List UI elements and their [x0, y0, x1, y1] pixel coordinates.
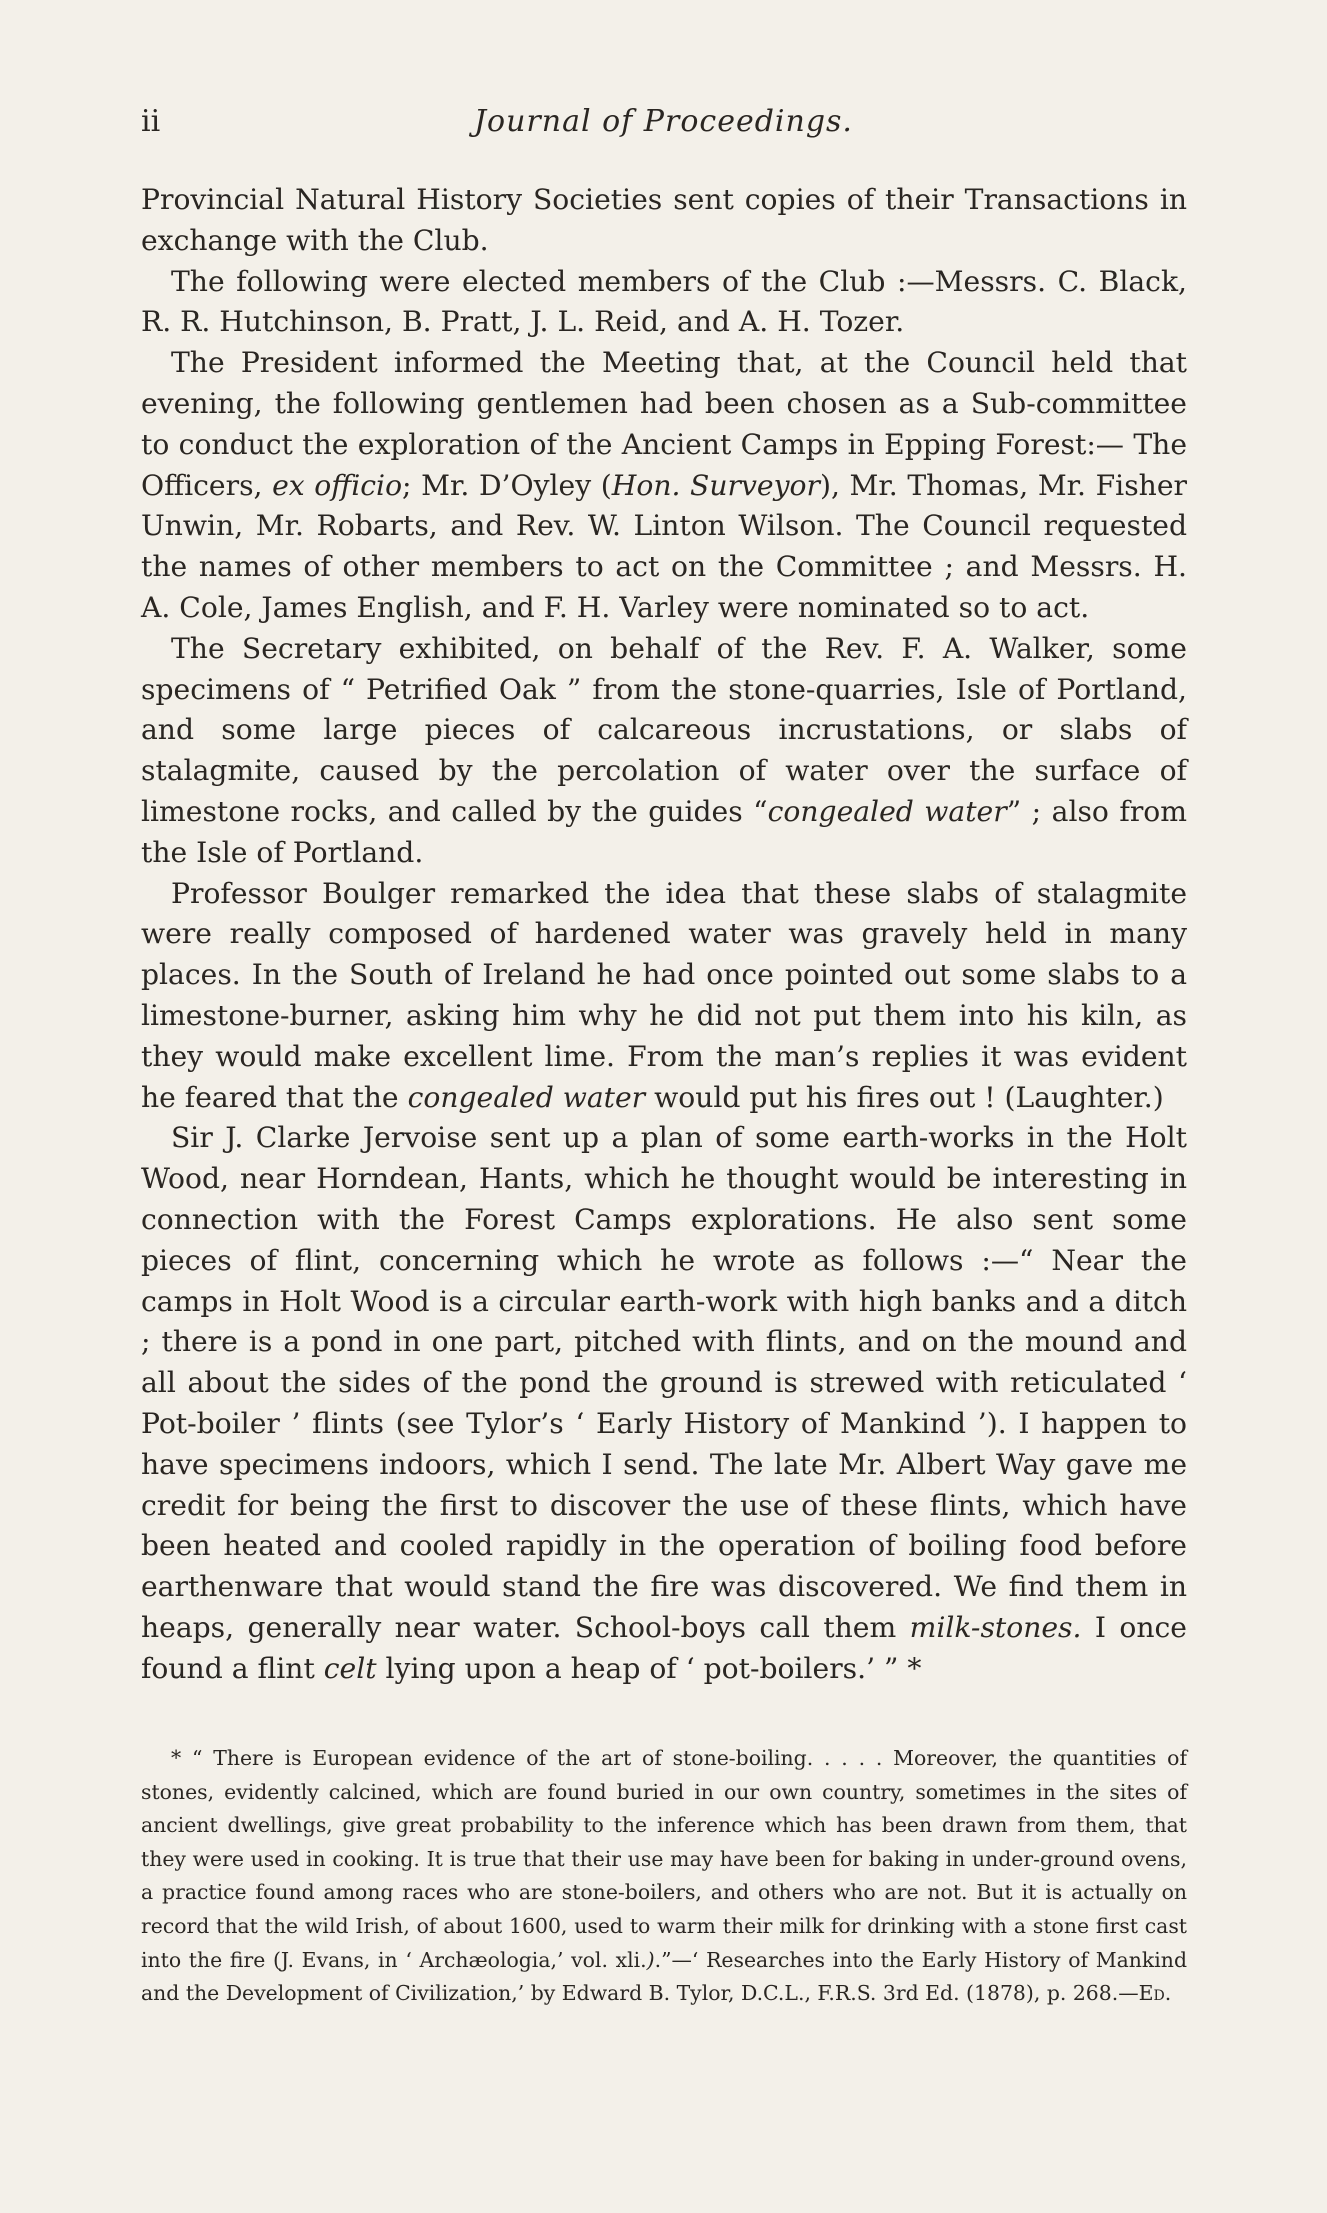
italic-run: ex officio — [272, 468, 403, 502]
paragraph-boulger-remarks — [141, 874, 1187, 1119]
footnote — [141, 1742, 1187, 2011]
page-header — [0, 104, 1327, 150]
text-run: ; Mr. D’Oyley ( — [402, 468, 612, 502]
text-run: lying upon a heap of ‘ pot-boilers.’ ” * — [376, 1651, 922, 1685]
text-run: Professor Boulger remarked the idea that these slabs of stalagmite were really composed of hardened water was gravely held in many places. In the South of Ireland he had once pointed out some slabs to a limestone-burner, asking him why he did not put them into his kiln, as they would make excellent lime. From the man’s replies it was evident he feared that the — [141, 876, 1187, 1114]
italic-run: congealed water — [767, 794, 1007, 828]
italic-run: celt — [323, 1651, 377, 1685]
paragraph-holt-wood — [141, 1118, 1187, 1689]
text-run: I once found a flint — [141, 1610, 1187, 1685]
paragraph-transactions: Provincial Natural History Societies sent copies of their Transactions in exchange with the Club. — [141, 183, 1187, 257]
paragraph-elected-members: The following were elected members of the Club :—Messrs. C. Black, R. R. Hutchinson, B. Pratt, J. L. Reid, and A. H. Tozer. — [141, 264, 1187, 339]
text-run: ” ; also from the Isle of Portland. — [141, 794, 1187, 869]
body-text — [141, 180, 1187, 1689]
italic-run: Hon. Surveyor — [611, 468, 820, 502]
italic-run: congealed water — [407, 1080, 646, 1114]
paragraph-sub-committee — [141, 343, 1187, 629]
italic-run: ) — [646, 1947, 655, 1972]
text-run: The President informed the Meeting that, at the Council held that evening, the following gentlemen had been chosen as a Sub-committee to conduct the exploration of the Ancient Camps in Epping Forest:— The Officers, — [141, 346, 1187, 502]
text-run: would put his fires out ! (Laughter.) — [645, 1080, 1164, 1114]
paragraph-petrified-oak — [141, 629, 1187, 874]
editor-mark: Ed. — [1138, 1981, 1172, 2006]
page-number: ii — [141, 104, 161, 139]
footnote-text — [141, 1742, 1187, 2011]
text-run: * “ There is European evidence of the art of stone-boiling. . . . . Moreover, the quantities of stones, evidently calcined, which are found buried in our own country, sometimes in the sites of ancient dwellings, give great probability to the inference which has been drawn from them, that they were used in cooking. It is true that their use may have been for baking in under-ground ovens, a practice found among races who are stone-boilers, and others who are not. But it is actually on record that the wild Irish, of about 1600, used to warm their milk for drinking with a stone first cast into the fire (J. Evans, in ‘ Archæologia,’ vol. xli. — [141, 1746, 1187, 1972]
running-title: Journal of Proceedings. — [474, 104, 853, 139]
text-run: .”—‘ Researches into the Early History of Mankind and the Development of Civilization,’ by Edward B. Tylor, D.C.L., F.R.S. 3rd Ed. (1878), p. 268.— — [141, 1947, 1187, 2006]
text-run: ), Mr. Thomas, Mr. Fisher Unwin, Mr. Robarts, and Rev. W. Linton Wilson. The Council requested the names of other members to act on the Committee ; and Messrs. H. A. Cole, James English, and F. H. Varley were nominated so to act. — [141, 468, 1187, 624]
text-run: Sir J. Clarke Jervoise sent up a plan of some earth-works in the Holt Wood, near Horndean, Hants, which he thought would be interesting in connection with the Forest Camps explorations. He also sent some pieces of flint, concerning which he wrote as follows :—“ Near the camps in Holt Wood is a circular earth-work with high banks and a ditch ; there is a pond in one part, pitched with flints, and on the mound and all about the sides of the pond the ground is strewed with reticulated ‘ Pot-boiler ’ flints (see Tylor’s ‘ Early History of Mankind ’). I happen to have specimens indoors, which I send. The late Mr. Albert Way gave me credit for being the first to discover the use of these flints, which have been heated and cooled rapidly in the operation of boiling food before earthenware that would stand the fire was discovered. We find them in heaps, generally near water. School-boys call them — [141, 1121, 1187, 1644]
italic-run: milk-stones. — [909, 1610, 1082, 1644]
text-run: The Secretary exhibited, on behalf of the Rev. F. A. Walker, some specimens of “ Petrified Oak ” from the stone-quarries, Isle of Portland, and some large pieces of calcareous incrustations, or slabs of stalagmite, caused by the percolation of water over the surface of limestone rocks, and called by the guides “ — [141, 631, 1187, 828]
